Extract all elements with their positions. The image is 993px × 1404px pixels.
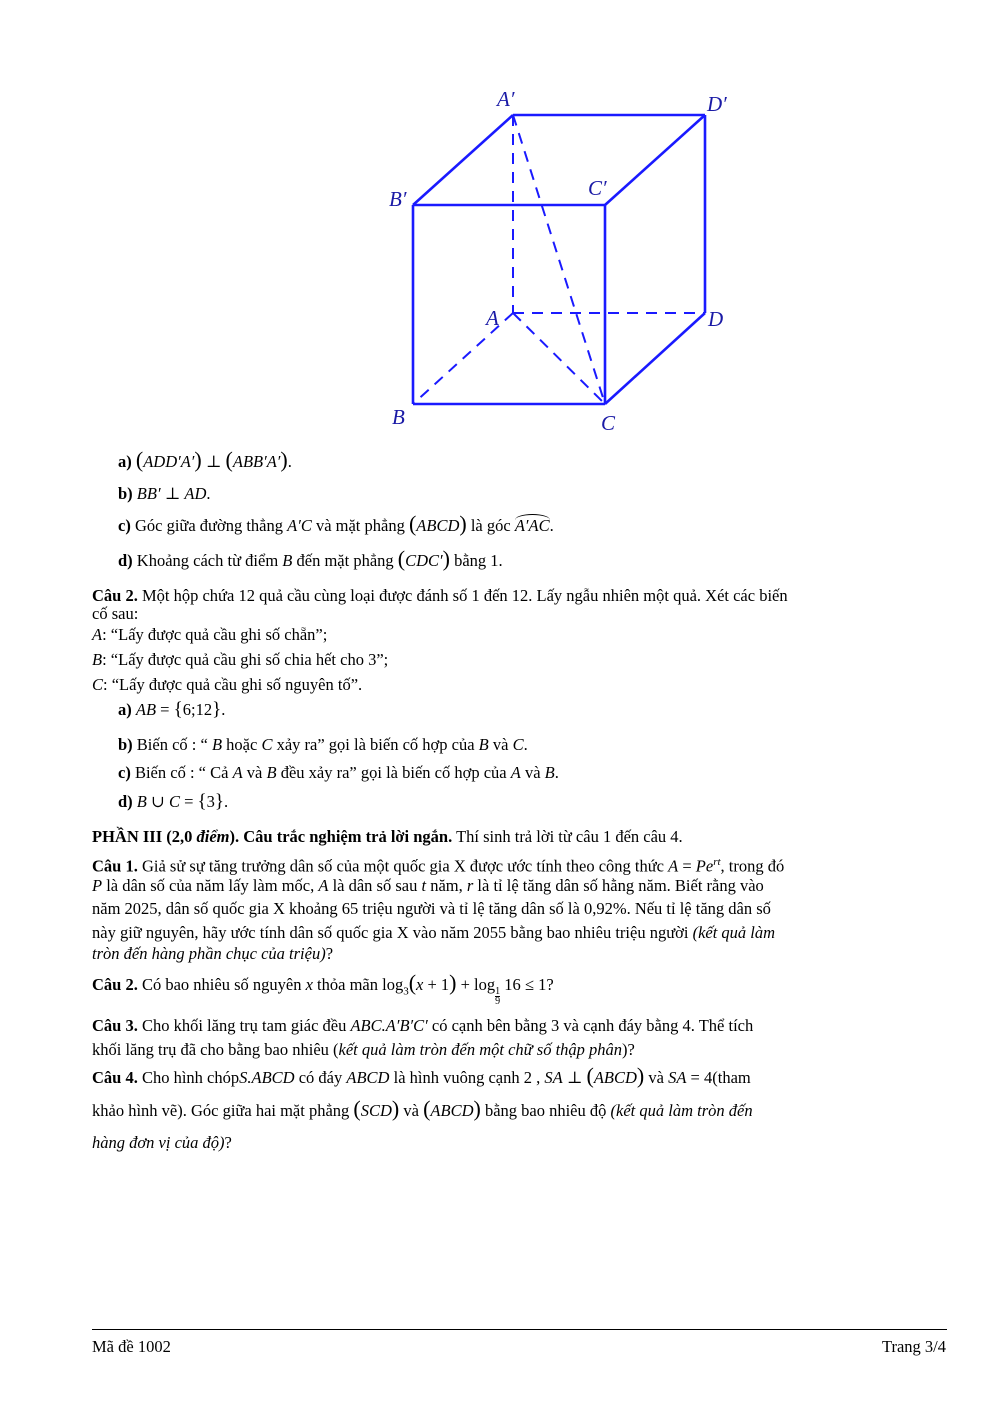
footer-page-number: Trang 3/4 <box>881 1337 946 1356</box>
p3q1-line5-italic: tròn đến hàng phần chục của triệu) <box>92 944 326 963</box>
p3q4-line2-c: bằng bao nhiêu độ <box>484 1101 607 1120</box>
q1-statement-a: a) (ADD′A′) ⊥ (ABB′A′). <box>118 447 292 472</box>
q2-text-line2: cố sau: <box>92 604 139 623</box>
q2-event-a: A: “Lấy được quả cầu ghi số chẵn”; <box>92 625 328 644</box>
vertex-label-a: A <box>486 306 499 330</box>
p3q1-line5-end: ? <box>325 944 334 963</box>
p3q1-line2: P là dân số của năm lấy làm mốc, A là dân số sau t năm, r là tỉ lệ tăng dân số hằng năm. Biết rằng vào <box>92 876 764 895</box>
p3q1-line1-text: Giả sử sự tăng trưởng dân số của một quốc gia X được ước tính theo công thức <box>141 856 664 876</box>
q2-c-text2: và <box>246 763 263 782</box>
p3q3-line1-a: Cho khối lăng trụ tam giác đều <box>141 1016 347 1035</box>
footer-divider <box>92 1329 947 1330</box>
q2-statement-b: b) Biến cố : “ B hoặc C xảy ra” gọi là biến cố hợp của B và C. <box>118 735 528 754</box>
vertex-label-dprime: D′ <box>707 92 727 116</box>
q2-event-a-text: : “Lấy được quả cầu ghi số chẵn”; <box>102 625 328 644</box>
p3q3-title: Câu 3. <box>92 1016 138 1035</box>
p3q1-line4-italic: (kết quả làm <box>692 923 776 942</box>
q1-statement-b: b) BB′ ⊥ AD. <box>118 484 211 503</box>
footer-exam-code: Mã đề 1002 <box>92 1337 171 1356</box>
q1-b-label: b) <box>118 484 133 503</box>
p3q2-line: Câu 2. Có bao nhiêu số nguyên x thỏa mãn $\log_3(x + 1) + \log$ $\frac{1}{9}$ 16 ≤ 1? <box>92 970 554 1007</box>
p3q2-text: Có bao nhiêu số nguyên <box>141 975 302 994</box>
p3q4-line1-b: có đáy <box>298 1068 343 1087</box>
p3q4-line3-end: ? <box>224 1133 232 1152</box>
p3q4-line2-b: và <box>403 1101 419 1120</box>
p3q1-line2-d: là tỉ lệ tăng dân số hằng năm. Biết rằng vào <box>477 876 764 895</box>
q2-c-text1: Biến cố : “ Cả <box>134 763 229 782</box>
q2-event-b: B: “Lấy được quả cầu ghi số chia hết cho 3”; <box>92 650 389 669</box>
q2-b-text4: và <box>492 735 509 754</box>
part3-heading <box>92 827 683 847</box>
p3q3-line1-c: và cạnh đáy bằng <box>563 1016 679 1035</box>
p3q4-line3 <box>92 1133 232 1153</box>
p3q4-line2-a: khảo hình vẽ). Góc giữa hai mặt phẳng <box>92 1101 350 1120</box>
p3q1-line4 <box>92 923 775 943</box>
p3q3-line2-italic: kết quả làm tròn đến một chữ số thập phân <box>338 1040 623 1059</box>
p3q4-title: Câu 4. <box>92 1068 138 1087</box>
diagonal-aprime-c-hidden <box>513 115 605 404</box>
p3q4-line1-c: là hình vuông cạnh <box>393 1068 520 1087</box>
q1-c-label: c) <box>118 516 131 535</box>
q1-c-text: Góc giữa đường thẳng <box>134 516 283 535</box>
part3-heading-rest: ). Câu trắc nghiệm trả lời ngắn. <box>229 827 453 846</box>
p3q3-num3: 3 <box>551 1016 560 1035</box>
part3-heading-italic: điểm <box>196 827 230 846</box>
q2-title: Câu 2. <box>92 586 138 605</box>
p3q3-line1: Câu 3. Cho khối lăng trụ tam giác đều ABC.A′B′C′ có cạnh bên bằng 3 và cạnh đáy bằng 4. Thể tích <box>92 1016 754 1035</box>
p3q1-line3 <box>92 899 771 919</box>
vertex-label-b: B <box>392 405 405 429</box>
q1-d-end: bằng 1. <box>454 551 503 570</box>
p3q1-line2-c: năm, <box>430 876 463 895</box>
p3q3-line2-text: khối lăng trụ đã cho bằng bao nhiêu ( <box>92 1040 339 1059</box>
vertex-label-d: D <box>708 307 724 331</box>
q2-c-text3: đều xảy ra” gọi là biến cố hợp của <box>280 763 507 782</box>
p3q4-line3-italic: hàng đơn vị của độ) <box>92 1133 225 1152</box>
vertex-label-c: C <box>601 411 616 435</box>
q2-c-text4: và <box>524 763 541 782</box>
q2-line1 <box>92 586 788 606</box>
q1-d-mid: đến mặt phẳng <box>296 551 394 570</box>
q2-b-label: b) <box>118 735 133 754</box>
q1-statement-c: c) Góc giữa đường thẳng A′C và mặt phẳng (ABCD) là góc A′AC. <box>118 511 554 536</box>
p3q3-num4: 4 <box>682 1016 691 1035</box>
edge-c-d <box>605 313 705 404</box>
p3q1-line2-b: là dân số sau <box>332 876 418 895</box>
p3q3-line2-end: )? <box>622 1040 635 1059</box>
p3q2-text2: thỏa mãn <box>317 975 378 994</box>
p3q4-line1-d: và <box>648 1068 664 1087</box>
p3q1-title: Câu 1. <box>92 856 138 876</box>
p3q4-line1: Câu 4. Cho hình chópS.ABCD có đáy ABCD là hình vuông cạnh 2 , SA ⊥ (ABCD) và SA = 4(tham <box>92 1063 751 1088</box>
p3q1-line4-text: này giữ nguyên, hãy ước tính dân số quốc gia X vào năm 2055 bằng bao nhiêu triệu người <box>92 923 689 942</box>
q2-line2 <box>92 604 138 624</box>
q2-d-label: d) <box>118 792 133 811</box>
q1-d-text: Khoảng cách từ điểm <box>136 551 279 570</box>
p3q4-line2-italic: (kết quả làm tròn đến <box>610 1101 753 1120</box>
p3q1-line2-a: là dân số của năm lấy làm mốc, <box>106 876 315 895</box>
p3q2-title: Câu 2. <box>92 975 138 994</box>
p3q1-line1-end: , trong đó <box>720 856 785 876</box>
q2-a-label: a) <box>118 700 132 719</box>
p3q1-line5 <box>92 944 333 964</box>
p3q4-line2: khảo hình vẽ). Góc giữa hai mặt phẳng (SCD) và (ABCD) bằng bao nhiêu độ (kết quả làm tròn đến <box>92 1096 753 1121</box>
q2-c-label: c) <box>118 763 131 782</box>
edge-bprime-aprime <box>413 115 513 205</box>
q1-statement-d: d) Khoảng cách từ điểm B đến mặt phẳng (CDC′) bằng 1. <box>118 546 503 571</box>
q2-text-line1: Một hộp chứa 12 quả cầu cùng loại được đánh số 1 đến 12. Lấy ngẫu nhiên một quả. Xét các biến <box>141 586 788 605</box>
q1-d-label: d) <box>118 551 133 570</box>
q1-a-label: a) <box>118 452 132 471</box>
q2-event-c-text: : “Lấy được quả cầu ghi số nguyên tố”. <box>103 675 363 694</box>
p3q2-inequality: $\log_3(x + 1) + \log$ $\frac{1}{9}$ 16 ≤ 1? <box>382 970 554 1007</box>
q2-event-b-text: : “Lấy được quả cầu ghi số chia hết cho 3”; <box>102 650 389 669</box>
p3q1-line1: Câu 1. Giả sử sự tăng trưởng dân số của một quốc gia X được ước tính theo công thức $A = Pe^{rt}$, trong đó <box>92 856 785 876</box>
q2-b-text1: Biến cố : “ <box>136 735 208 754</box>
vertex-label-aprime: A′ <box>497 87 515 111</box>
q2-statement-d: d) B ∪ C = {3}. <box>118 791 229 812</box>
p3q3-line2 <box>92 1040 635 1060</box>
q2-b-text2: hoặc <box>226 735 258 754</box>
p3q3-line1-b: có cạnh bên bằng <box>431 1016 547 1035</box>
edge-cprime-dprime <box>605 115 705 205</box>
p3q4-line1-a: Cho hình chóp <box>141 1068 240 1087</box>
p3q4-line1-e: (tham <box>712 1068 751 1087</box>
vertex-label-bprime: B′ <box>389 187 407 211</box>
q2-statement-c: c) Biến cố : “ Cả A và B đều xảy ra” gọi là biến cố hợp của A và B. <box>118 763 559 782</box>
q2-b-text3: xảy ra” gọi là biến cố hợp của <box>276 735 475 754</box>
part3-heading-text: PHẦN III (2,0 <box>92 827 193 846</box>
p3q1-line3-text: năm 2025, dân số quốc gia X khoảng 65 triệu người và tỉ lệ tăng dân số là 0,92%. Nếu tỉ lệ tăng dân số <box>92 899 771 918</box>
cube-figure <box>0 0 993 440</box>
part3-instruction: Thí sinh trả lời từ câu 1 đến câu 4. <box>456 827 683 846</box>
vertex-label-cprime: C′ <box>588 176 607 200</box>
q2-statement-a: a) AB = {6;12}. <box>118 699 226 720</box>
q2-event-c: C: “Lấy được quả cầu ghi số nguyên tố”. <box>92 675 363 694</box>
q1-c-mid: và mặt phẳng <box>315 516 405 535</box>
q1-c-end: là góc <box>470 516 511 535</box>
p3q3-line1-d: . Thể tích <box>690 1016 754 1035</box>
